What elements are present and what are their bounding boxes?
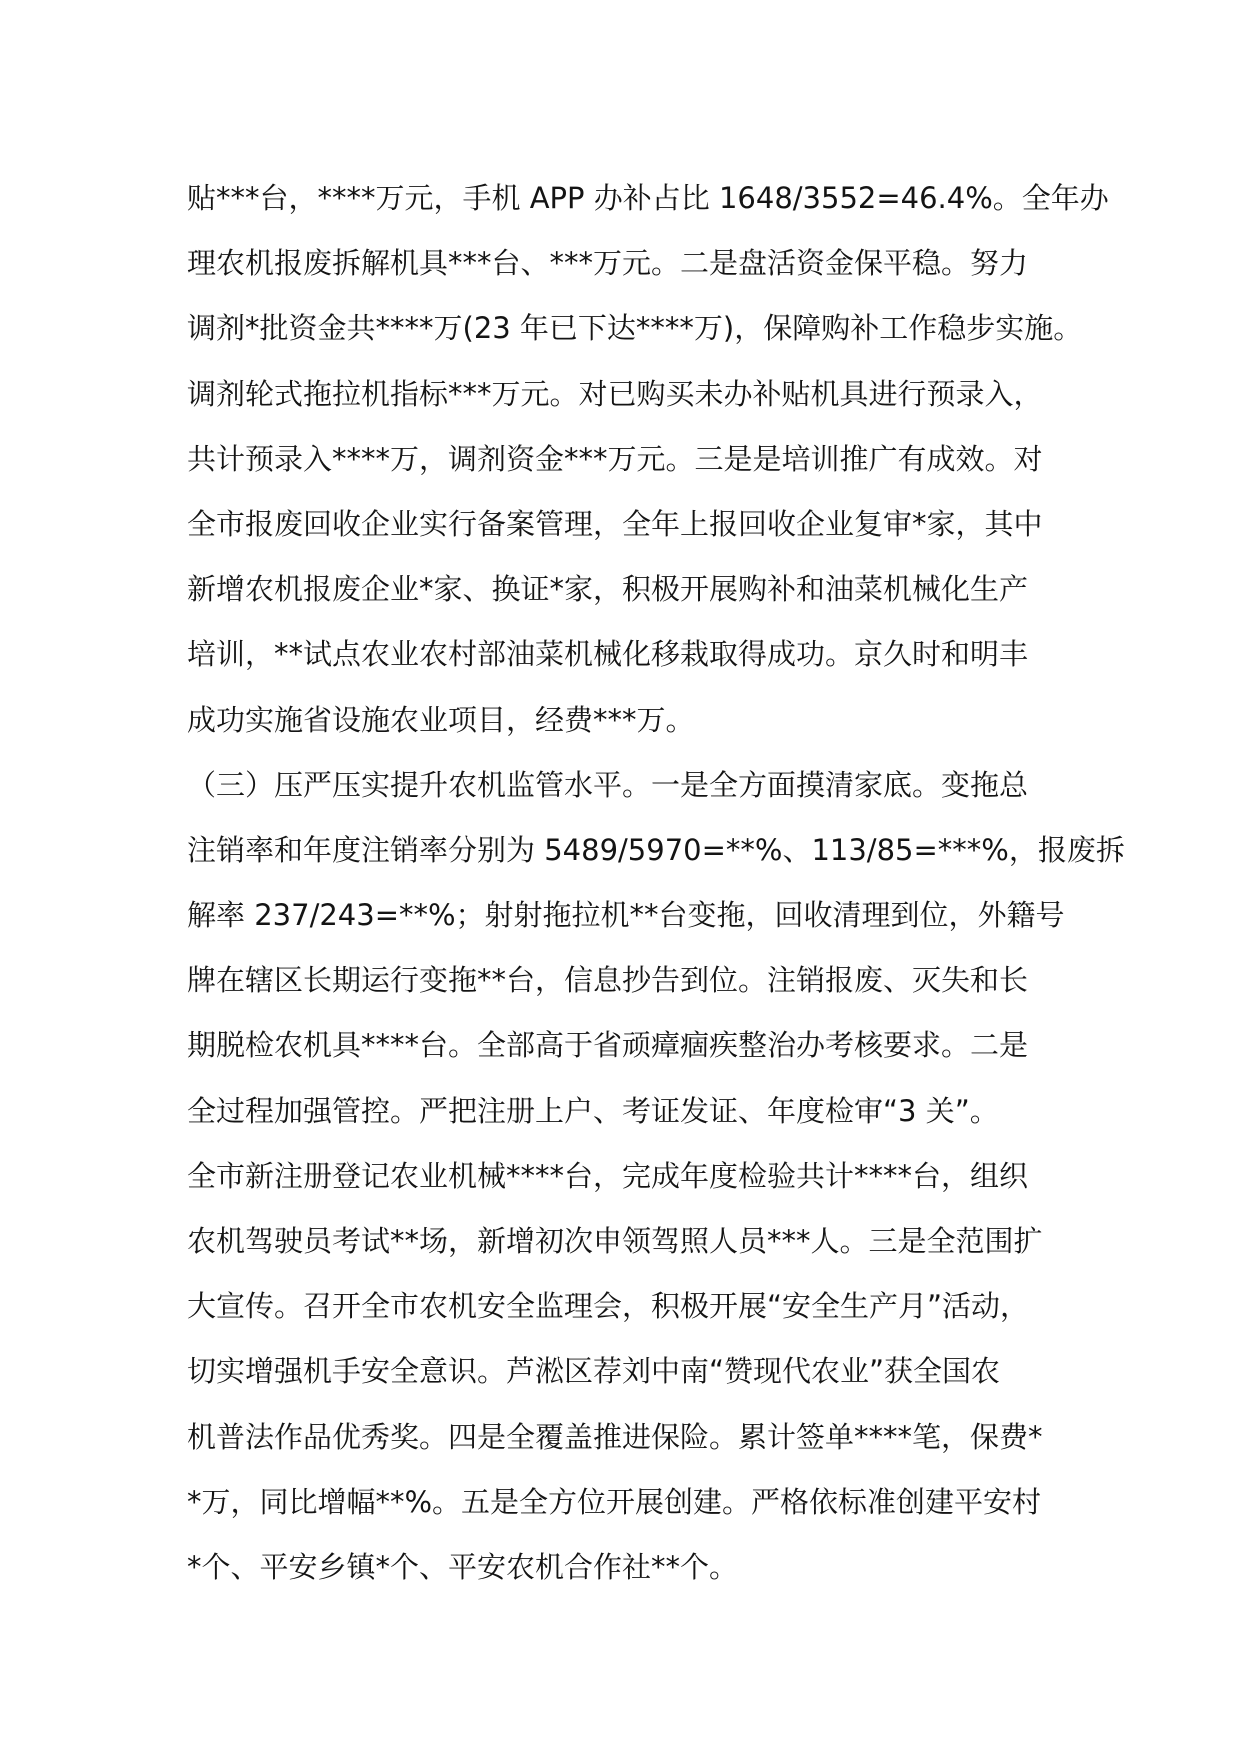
text-line: 共计预录入****万，调剂资金***万元。三是是培训推广有成效。对 [187, 441, 1043, 476]
text-line: 培训，**试点农业农村部油菜机械化移栽取得成功。京久时和明丰 [187, 637, 1029, 672]
text-line: 全市新注册登记农业机械****台，完成年度检验共计****台，组织 [187, 1158, 1029, 1193]
text-line: 贴***台，****万元，手机 APP 办补占比 1648/3552=46.4%。全年办 [187, 181, 1109, 215]
text-line: 机普法作品优秀奖。四是全覆盖推进保险。累计签单****笔，保费* [187, 1419, 1043, 1454]
text-line: 切实增强机手安全意识。芦淞区荐刘中南“赞现代农业”获全国农 [187, 1354, 1001, 1389]
text-line: 调剂*批资金共****万(23 年已下达****万)，保障购补工作稳步实施。 [187, 311, 1083, 346]
text-line: 农机驾驶员考试**场，新增初次申领驾照人员***人。三是全范围扩 [187, 1224, 1043, 1258]
text-line: 大宣传。召开全市农机安全监理会，积极开展“安全生产月”活动， [187, 1289, 1030, 1324]
text-line: 注销率和年度注销率分别为 5489/5970=**%、113/85=***%，报废拆 [187, 832, 1125, 867]
text-line: 期脱检农机具****台。全部高于省顽瘴痼疾整治办考核要求。二是 [187, 1028, 1029, 1063]
text-line: 成功实施省设施农业项目，经费***万。 [187, 702, 695, 737]
section-heading-line: （三）压严压实提升农机监管水平。一是全方面摸清家底。变拖总 [187, 767, 1029, 802]
text-line: *万，同比增幅**%。五是全方位开展创建。严格依标准创建平安村 [187, 1484, 1042, 1519]
text-line: 全市报废回收企业实行备案管理，全年上报回收企业复审*家，其中 [187, 506, 1043, 541]
text-line: 理农机报废拆解机具***台、***万元。二是盘活资金保平稳。努力 [187, 246, 1029, 281]
text-line: 新增农机报废企业*家、换证*家，积极开展购补和油菜机械化生产 [187, 572, 1029, 607]
text-line: 牌在辖区长期运行变拖**台，信息抄告到位。注销报废、灭失和长 [187, 963, 1029, 998]
body-text [187, 166, 1125, 1600]
text-line: *个、平安乡镇*个、平安农机合作社**个。 [187, 1549, 739, 1584]
text-line: 解率 237/243=**%；射射拖拉机**台变拖，回收清理到位，外籍号 [187, 898, 1065, 933]
text-line: 全过程加强管控。严把注册上户、考证发证、年度检审“3 关”。 [187, 1093, 999, 1128]
text-line: 调剂轮式拖拉机指标***万元。对已购买未办补贴机具进行预录入， [187, 376, 1043, 411]
